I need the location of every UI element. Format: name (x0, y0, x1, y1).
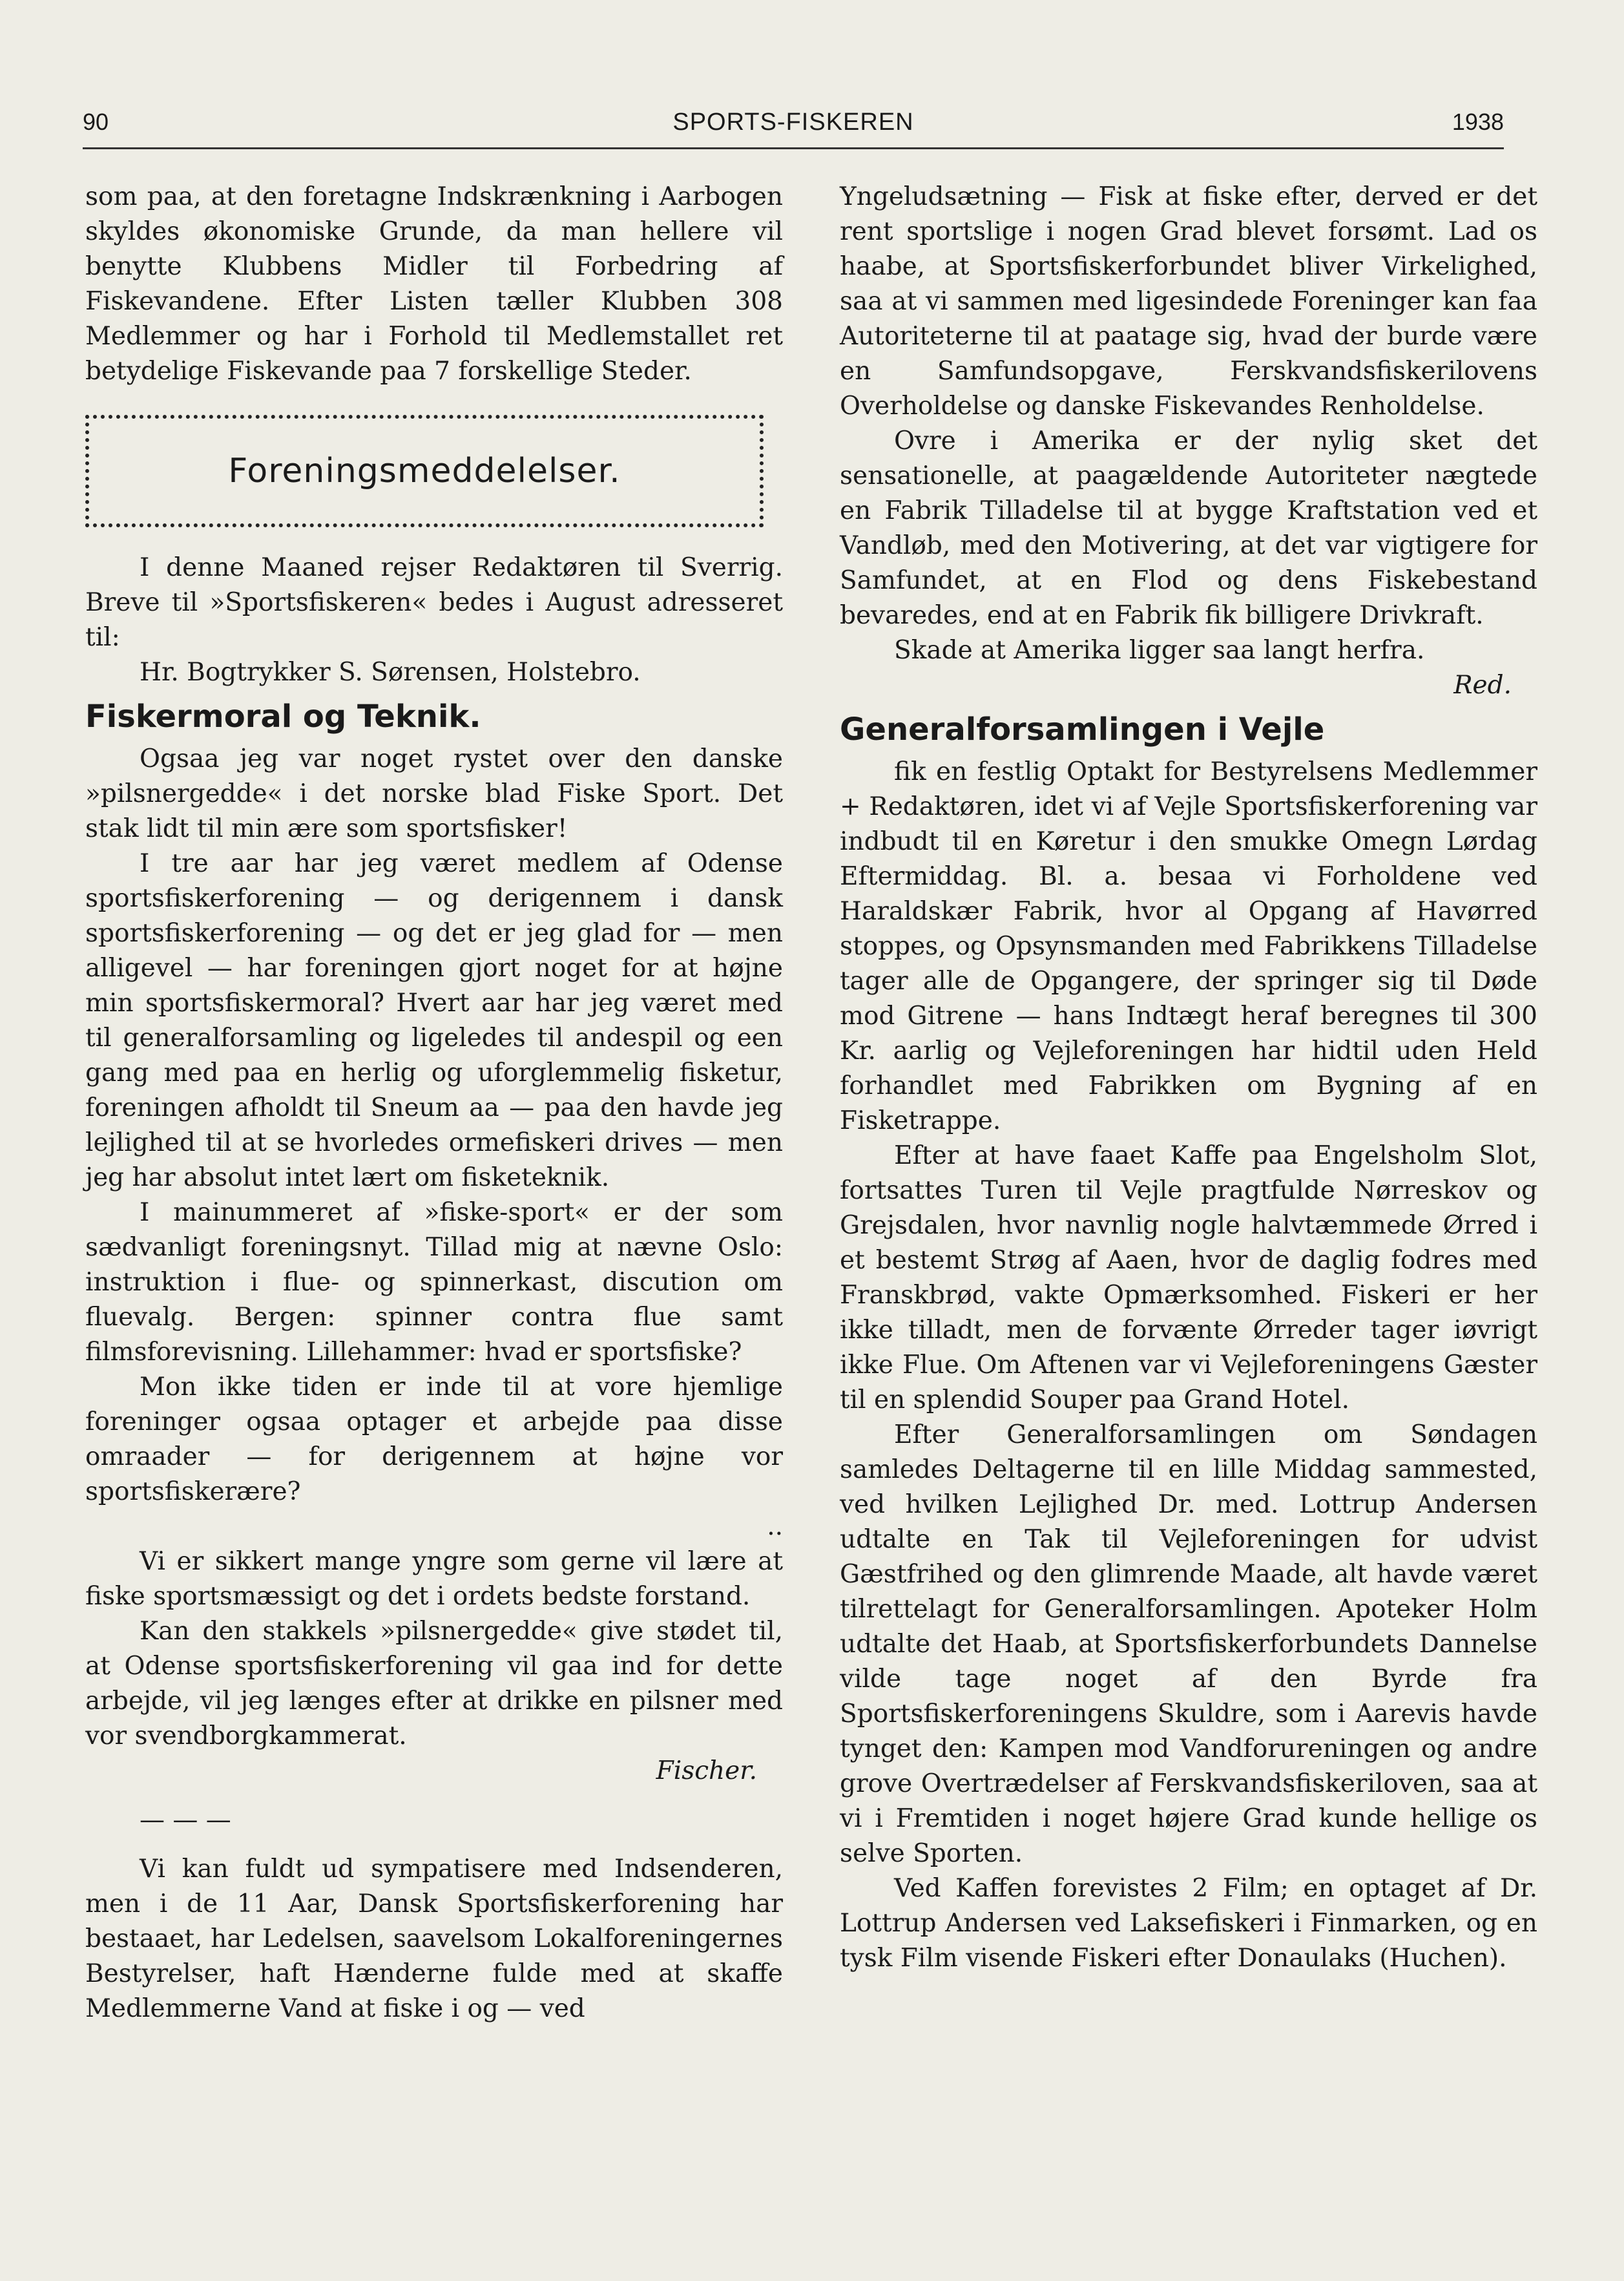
paragraph: Efter at have faaet Kaffe paa Engelsholm Slot, fortsattes Turen til Vejle pragtfulde Nørreskov og Grejsdalen, hvor navnlig nogle halvtæmmede Ørred i et bestemt Strøg af Aaen, hvor de daglig fodres med Franskbrød, vakte Opmærksomhed. Fiskeri er her ikke tilladt, men de forvænte Ørreder tager iøvrigt ikke Flue. Om Aftenen var vi Vejleforeningens Gæster til en splendid Souper paa Grand Hotel. (840, 1141, 1537, 1414)
paragraph: Efter Generalforsamlingen om Søndagen samledes Deltagerne til en lille Middag sammested, ved hvilken Lejlighed Dr. med. Lottrup Andersen udtalte en Tak til Vejleforeningen for udvist Gæstfrihed og den glimrende Maade, alt havde været tilrettelagt for Generalforsamlingen. Apoteker Holm udtalte det Haab, at Sportsfiskerforbundets Dannelse vilde tage noget af den Byrde fra Sportsfiskerforeningens Skuldre, som i Aarevis havde tynget den: Kampen mod Vandforureningen og andre grove Overtrædelser af Ferskvandsfiskeriloven, saa at vi i Fremtiden i noget højere Grad kunde hellige os selve Sporten. (840, 1420, 1537, 1868)
paragraph: Ogsaa jeg var noget rystet over den danske »pilsnergedde« i det norske blad Fiske Sport. Det stak lidt til min ære som sportsfisker! (85, 744, 783, 843)
left-column (85, 180, 783, 2026)
address-line: Hr. Bogtrykker S. Sørensen, Holstebro. (140, 658, 641, 687)
article-heading-generalforsamling: Generalforsamlingen i Vejle (840, 711, 1325, 748)
paragraph: Vi kan fuldt ud sympatisere med Indsenderen, men i de 11 Aar, Dansk Sportsfiskerforening har bestaaet, har Ledelsen, saavelsom Lokalforeningernes Bestyrelser, haft Hænderne fulde med at skaffe Medlemmerne Vand at fiske i og — ved (85, 1855, 783, 2023)
notice-paragraph: I denne Maaned rejser Redaktøren til Sverrig. Breve til »Sportsfiskeren« bedes i August adresseret til: (85, 553, 783, 652)
paragraph: I mainummeret af »fiske-sport« er der som sædvanligt foreningsnyt. Tillad mig at nævne Oslo: instruktion i flue- og spinnerkast, discution om fluevalg. Bergen: spinner contra flue samt filmsforevisning. Lillehammer: hvad er sportsfiske? (85, 1198, 783, 1367)
page-number: 90 (83, 109, 109, 135)
publication-year: 1938 (1452, 109, 1504, 135)
paragraph: Kan den stakkels »pilsnergedde« give stødet til, at Odense sportsfiskerforening vil gaa ind for dette arbejde, vil jeg længes efter at drikke en pilsner med vor svendborgkammerat. (85, 1617, 783, 1750)
article-heading-fiskermoral: Fiskermoral og Teknik. (85, 699, 481, 735)
continuation-paragraph: Yngeludsætning — Fisk at fiske efter, derved er det rent sportslige i nogen Grad blevet forsømt. Lad os haabe, at Sportsfiskerforbundet bliver Virkelighed, saa at vi sammen med ligesindede Foreninger kan faa Autoriteterne til at paatage sig, hvad der burde være en Samfundsopgave, Ferskvandsfiskerilovens Overholdelse og danske Fiskevandes Renholdelse. (840, 182, 1537, 421)
right-column (840, 180, 1537, 1976)
intro-paragraph: som paa, at den foretagne Indskrænkning i Aarbogen skyldes økonomiske Grunde, da man hellere vil benytte Klubbens Midler til Forbedring af Fiskevandene. Efter Listen tæller Klubben 308 Medlemmer og har i Forhold til Medlemstallet ret betydelige Fiskevande paa 7 forskellige Steder. (85, 182, 783, 386)
paragraph: Ovre i Amerika er der nylig sket det sensationelle, at paagældende Autoriteter nægtede en Fabrik Tilladelse til at bygge Kraftstation ved et Vandløb, med den Motivering, at det var vigtigere for Samfundet, at en Flod og dens Fiskebestand bevaredes, end at en Fabrik fik billigere Drivkraft. (840, 426, 1537, 630)
publication-title: SPORTS-FISKEREN (672, 109, 914, 136)
paragraph: Mon ikke tiden er inde til at vore hjemlige foreninger ogsaa optager et arbejde paa disse omraader — for derigennem at højne vor sportsfiskerære? (85, 1372, 783, 1506)
page-header (83, 109, 1504, 149)
paragraph: Skade at Amerika ligger saa langt herfra. (894, 636, 1425, 665)
announcement-box (85, 415, 764, 527)
separator-dashes: — — — (140, 1805, 231, 1834)
announcement-heading: Foreningsmeddelelser. (228, 452, 621, 490)
paragraph: Ved Kaffen forevistes 2 Film; en optaget af Dr. Lottrup Andersen ved Laksefiskeri i Finmarken, og en tysk Film visende Fiskeri efter Donaulaks (Huchen). (840, 1874, 1537, 1973)
paragraph: I tre aar har jeg været medlem af Odense sportsfiskerforening — og derigennem i dansk sportsfiskerforening — og det er jeg glad for — men alligevel — har foreningen gjort noget for at højne min sportsfiskermoral? Hvert aar har jeg været med til generalforsamling og ligeledes til andespil og een gang med paa en herlig og uforglemmelig fisketur, foreningen afholdt til Sneum aa — paa den havde jeg lejlighed til at se hvorledes ormefiskeri drives — men jeg har absolut intet lært om fisketeknik. (85, 849, 783, 1192)
paragraph: Vi er sikkert mange yngre som gerne vil lære at fiske sportsmæssigt og det i ordets bedste forstand. (85, 1547, 783, 1611)
editor-signature: Red. (1453, 671, 1512, 700)
ellipsis-mark: .. (767, 1512, 783, 1541)
paragraph: fik en festlig Optakt for Bestyrelsens Medlemmer + Redaktøren, idet vi af Vejle Sportsfiskerforening var indbudt til en Køretur i den smukke Omegn Lørdag Eftermiddag. Bl. a. besaa vi Forholdene ved Haraldskær Fabrik, hvor al Opgang af Havørred stoppes, og Opsynsmanden med Fabrikkens Tilladelse tager alle de Opgangere, der springer sig til Døde mod Gitrene — hans Indtægt heraf beregnes til 300 Kr. aarlig og Vejleforeningen har hidtil uden Held forhandlet med Fabrikken om Bygning af en Fisketrappe. (840, 757, 1537, 1135)
author-signature: Fischer. (656, 1756, 757, 1785)
